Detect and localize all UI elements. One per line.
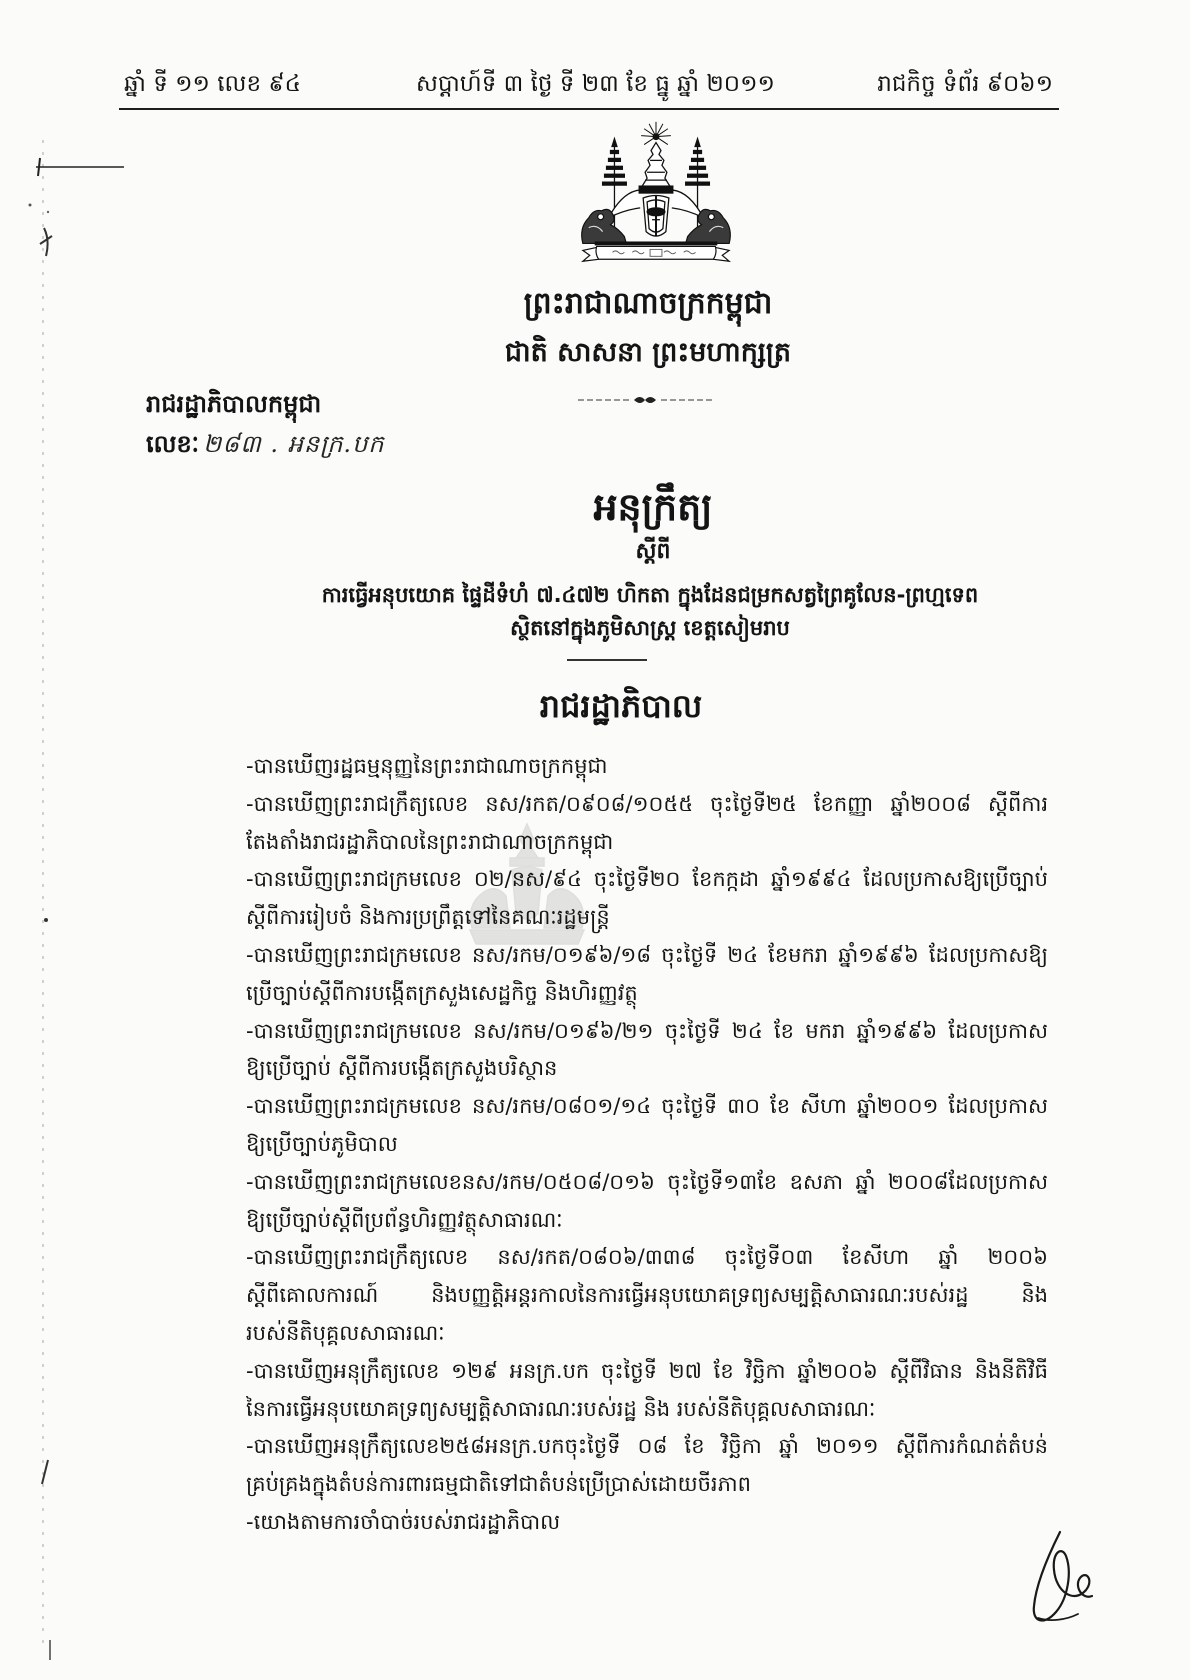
gazette-page-number: រាជកិច្ច ទំព័រ ៩០៦១: [877, 71, 1053, 97]
title-about: ស្ដីពី: [635, 539, 671, 564]
motto-divider-ornament: [578, 393, 713, 407]
preamble-line: -បានឃើញព្រះរាជក្រមលេខ នស/រកម/០១៩៦/២១ ចុះថ្ងៃទី ២៤ ខែ មករា ឆ្នាំ១៩៩៦ ដែលប្រកាស: [246, 1018, 1048, 1043]
preamble-line: ឱ្យប្រើច្បាប់ស្ដីពីប្រព័ន្ធហិរញ្ញវត្ថុសាធារណៈ: [246, 1207, 563, 1232]
preamble-line: តែងតាំងរាជរដ្ឋាភិបាលនៃព្រះរាជាណាចក្រកម្ពុជា: [246, 829, 614, 854]
preamble-item: [246, 1428, 1048, 1504]
royal-coat-of-arms-icon: [567, 120, 745, 270]
handwritten-signature: [1026, 1526, 1102, 1630]
preamble-line: -បានឃើញព្រះរាជក្រមលេខ នស/រកម/០៨០១/១៤ ចុះថ្ងៃទី ៣០ ខែ សីហា ឆ្នាំ២០០១ ដែលប្រកាស: [246, 1094, 1048, 1119]
preamble-line: ប្រើច្បាប់ស្ដីពីការបង្កើតក្រសួងសេដ្ឋកិច្ច និងហិរញ្ញវត្ថុ: [246, 980, 638, 1005]
preamble-line: -បានឃើញរដ្ឋធម្មនុញ្ញនៃព្រះរាជាណាចក្រកម្ពុជា: [246, 754, 608, 778]
preamble-item: [246, 1353, 1048, 1429]
document-number-label: លេខៈ: [146, 430, 200, 458]
section-heading: រាជរដ្ឋាភិបាល: [539, 687, 703, 725]
preamble-item: [246, 1088, 1048, 1164]
preamble-line: -បានឃើញព្រះរាជក្រមលេខនស/រកម/០៥០៨/០១៦ ចុះថ្ងៃទី១៣ខែ ឧសភា ឆ្នាំ ២០០៨ដែលប្រកាស: [246, 1169, 1048, 1194]
preamble-line: -បានឃើញអនុក្រឹត្យលេខ ១២៩ អនក្រ.បក ចុះថ្ងៃទី ២៧ ខែ វិច្ឆិកា ឆ្នាំ២០០៦ ស្ដីពីវិធាន និងនីតិវិធី: [246, 1358, 1048, 1383]
preamble-item: [246, 786, 1048, 862]
preamble-item: [246, 748, 1048, 786]
preamble-line: -បានឃើញព្រះរាជក្រមលេខ ០២/នស/៩៤ ចុះថ្ងៃទី២០ ខែកក្កដា ឆ្នាំ១៩៩៤ ដែលប្រកាសឱ្យប្រើច្បាប់: [246, 867, 1048, 892]
preamble-line: ស្ដីពីការរៀបចំ និងការប្រព្រឹត្តទៅនៃគណៈរដ្ឋមន្ត្រី: [246, 905, 610, 930]
emblem-rays: [641, 122, 671, 145]
title-divider: [567, 659, 647, 661]
preamble-item: [246, 937, 1048, 1013]
kingdom-name: ព្រះរាជាណាចក្រកម្ពុជា: [523, 286, 773, 321]
preamble-line: -បានឃើញព្រះរាជក្រមលេខ នស/រកម/០១៩៦/១៨ ចុះថ្ងៃទី ២៤ ខែមករា ឆ្នាំ១៩៩៦ ដែលប្រកាសឱ្យ: [246, 942, 1048, 967]
issuing-authority: រាជរដ្ឋាភិបាលកម្ពុជា: [146, 390, 322, 418]
preamble-line: -យោងតាមការចាំបាច់របស់រាជរដ្ឋាភិបាល: [246, 1509, 561, 1534]
emblem-vase: [643, 195, 669, 236]
document-number: [146, 426, 385, 462]
preamble-item: [246, 1013, 1048, 1089]
preamble-item: [246, 1239, 1048, 1352]
subject-line-2: ស្ថិតនៅក្នុងភូមិសាស្ត្រ ខេត្តសៀមរាប: [510, 616, 790, 640]
national-motto: ជាតិ សាសនា ព្រះមហាក្សត្រ: [504, 337, 792, 368]
document-number-handwritten: ២៨៣ . អនក្រ.បក: [203, 430, 385, 458]
document-type-title: អនុក្រឹត្យ: [593, 485, 713, 529]
preamble-item: [246, 861, 1048, 937]
preamble-line: -បានឃើញព្រះរាជក្រឹត្យលេខ នស/រកត/០៨០៦/៣៣៨ ចុះថ្ងៃទី០៣ ខែសីហា ឆ្នាំ ២០០៦: [246, 1245, 1048, 1270]
preamble-item: [246, 1504, 1048, 1542]
scan-margin-marks: [0, 0, 140, 1680]
preamble-line: នៃការធ្វើអនុបយោគទ្រព្យសម្បត្តិសាធារណៈរបស់រដ្ឋ និង របស់នីតិបុគ្គលសាធារណៈ: [246, 1396, 876, 1421]
preamble-clauses: [246, 748, 1048, 1542]
gazette-date: សប្ដាហ៍ទី ៣ ថ្ងៃ ទី ២៣ ខែ ធ្នូ ឆ្នាំ ២០១១: [416, 71, 775, 97]
gazette-issue-number: ឆ្នាំ ទី ១១ លេខ ៩៤: [124, 71, 301, 97]
preamble-line: ស្ដីពីគោលការណ៍ និងបញ្ញត្តិអន្តរកាលនៃការធ្វើអនុបយោគទ្រព្យសម្បត្តិសាធារណៈរបស់រដ្ឋ និង: [246, 1283, 1048, 1308]
preamble-line: ឱ្យប្រើច្បាប់ភូមិបាល: [246, 1131, 398, 1156]
emblem-crown: [639, 143, 673, 193]
preamble-item: [246, 1164, 1048, 1240]
preamble-line: ឱ្យប្រើច្បាប់ ស្ដីពីការបង្កើតក្រសួងបរិស្ថាន: [246, 1056, 558, 1081]
subject-line-1: ការធ្វើអនុបយោគ ផ្ទៃដីទំហំ ៧.៤៧២ ហិកតា ក្នុងដែនជម្រកសត្វព្រៃគូលែន-ព្រហ្មទេព: [321, 583, 979, 607]
header-rule: [119, 108, 1059, 110]
preamble-line: គ្រប់គ្រងក្នុងតំបន់ការពារធម្មជាតិទៅជាតំបន់ប្រើប្រាស់ដោយចីរភាព: [246, 1472, 751, 1497]
preamble-line: -បានឃើញអនុក្រឹត្យលេខ២៥៨អនក្រ.បកចុះថ្ងៃទី ០៨ ខែ វិច្ឆិកា ឆ្នាំ ២០១១ ស្ដីពីការកំណត់តំបន់: [246, 1434, 1048, 1459]
emblem-ribbon: [596, 246, 716, 259]
preamble-line: -បានឃើញព្រះរាជក្រឹត្យលេខ នស/រកត/០៩០៨/១០៥៥ ចុះថ្ងៃទី២៥ ខែកញ្ញា ឆ្នាំ២០០៨ ស្ដីពីការ: [246, 791, 1048, 816]
preamble-line: របស់នីតិបុគ្គលសាធារណៈ: [246, 1320, 445, 1345]
